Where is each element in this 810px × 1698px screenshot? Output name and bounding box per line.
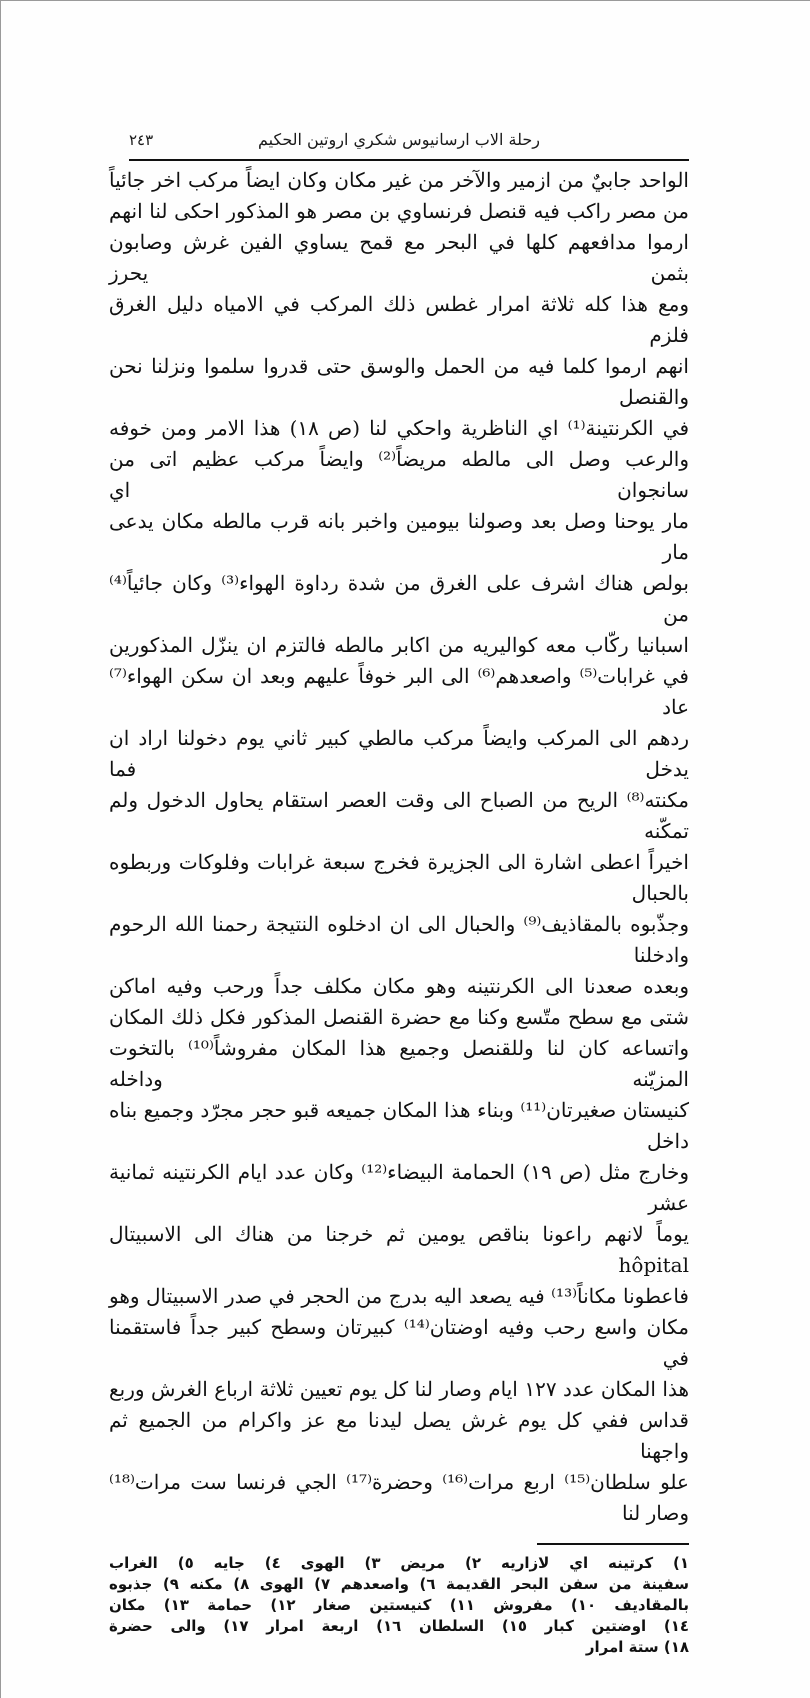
footnote-line: ١) كرتينه اي لازاريه ٢) مريض ٣) الهوى ٤) جايه ٥) الغراب <box>109 1554 689 1572</box>
text-line: بولص هناك اشرف على الغرق من شدة رداوة الهواء⁽³⁾ وكان جائياً⁽⁴⁾ من <box>109 571 689 626</box>
text-line: شتى مع سطح متّسع وكنا مع حضرة القنصل المذكور فكل ذلك المكان <box>109 1005 689 1029</box>
footnote-line: سفينة من سفن البحر القديمة ٦) واصعدهم ٧) الهوى ٨) مكنه ٩) جذبوه <box>109 1575 689 1593</box>
text-line: هذا المكان عدد ١٢٧ ايام وصار لنا كل يوم تعيين ثلاثة ارباع الغرش وربع <box>109 1377 689 1401</box>
text-line: مار يوحنا وصل بعد وصولنا بيومين واخبر بانه قرب مالطه مكان يدعى مار <box>109 509 689 564</box>
text-line: واتساعه كان لنا وللقنصل وجميع هذا المكان مفروشاً⁽¹⁰⁾ بالتخوت المزيّنه وداخله <box>109 1036 689 1091</box>
scanned-page <box>109 1 689 1698</box>
text-line: في غرابات⁽⁵⁾ واصعدهم⁽⁶⁾ الى البر خوفاً عليهم وبعد ان سكن الهواء⁽⁷⁾ عاد <box>109 664 689 719</box>
text-line: ارموا مدافعهم كلها في البحر مع قمح يساوي الفين غرش وصابون بثمن يحرز <box>109 230 689 285</box>
text-line: وبعده صعدنا الى الكرنتينه وهو مكان مكلف جداً ورحب وفيه اماكن <box>109 974 689 998</box>
running-header <box>109 125 689 155</box>
page-number: ٢٤٣ <box>129 131 154 149</box>
text-line: كنيستان صغيرتان⁽¹¹⁾ وبناء هذا المكان جميعه قبو حجر مجرّد وجميع بناه داخل <box>109 1098 689 1153</box>
text-line: من مصر راكب فيه قنصل فرنساوي بن مصر هو المذكور احكى لنا انهم <box>109 199 689 223</box>
footnote-line: ١٨) ستة امرار <box>585 1638 689 1656</box>
text-line: انهم ارموا كلما فيه من الحمل والوسق حتى قدروا سلموا ونزلنا نحن والقنصل <box>109 354 689 409</box>
text-line: مكنته⁽⁸⁾ الريح من الصباح الى وقت العصر استقام يحاول الدخول ولم تمكّنه <box>109 788 689 843</box>
text-line: ومع هذا كله ثلاثة امرار غطس ذلك المركب في الامياه دليل الغرق فلزم <box>109 292 689 347</box>
text-line: علو سلطان⁽¹⁵⁾ اربع مرات⁽¹⁶⁾ وحضرة⁽¹⁷⁾ الجي فرنسا ست مرات⁽¹⁸⁾ وصار لنا <box>109 1470 689 1525</box>
footnote-line: بالمقاديف ١٠) مفروش ١١) كنيستين صغار ١٢) حمامة ١٣) مكان <box>109 1596 689 1614</box>
text-line: والرعب وصل الى مالطه مريضاً⁽²⁾ وايضاً مركب عظيم اتى من سانجوان اي <box>109 447 689 502</box>
text-line: اسبانيا ركّاب معه كواليريه من اكابر مالطه فالتزم ان ينزّل المذكورين <box>109 633 689 657</box>
header-divider <box>129 159 689 161</box>
text-line: قداس ففي كل يوم غرش يصل ليدنا مع عز واكرام من الجميع ثم واجهنا <box>109 1408 689 1463</box>
footnote-line: ١٤) اوضتين كبار ١٥) السلطان ١٦) اربعة امرار ١٧) والى حضرة <box>109 1617 690 1635</box>
text-line: ردهم الى المركب وايضاً مركب مالطي كبير ثاني يوم دخولنا اراد ان يدخل فما <box>109 726 689 781</box>
text-line: يوماً لانهم راعونا بناقص يومين ثم خرجنا من هناك الى الاسبيتال hôpital <box>109 1222 689 1277</box>
text-line: وخارج مثل (ص ١٩) الحمامة البيضاء⁽¹²⁾ وكان عدد ايام الكرنتينه ثمانية عشر <box>109 1160 689 1215</box>
text-line: مكان واسع رحب وفيه اوضتان⁽¹⁴⁾ كبيرتان وسطح كبير جداً فاستقمنا في <box>109 1315 689 1370</box>
text-line: وجذّبوه بالمقاذيف⁽⁹⁾ والحبال الى ان ادخلوه النتيجة رحمنا الله الرحوم وادخلنا <box>109 912 689 967</box>
text-line: فاعطونا مكاناً⁽¹³⁾ فيه يصعد اليه بدرج من الحجر في صدر الاسبيتال وهو <box>109 1284 689 1308</box>
book-title: رحلة الاب ارسانيوس شكري اروتين الحكيم <box>258 130 540 149</box>
footnote-divider <box>537 1543 689 1545</box>
footnotes <box>109 1553 689 1658</box>
text-line: في الكرنتينة⁽¹⁾ اي الناظرية واحكي لنا (ص ١٨) هذا الامر ومن خوفه <box>109 416 689 440</box>
text-line: اخيراً اعطى اشارة الى الجزيرة فخرج سبعة غرابات وفلوكات وربطوه بالحبال <box>109 850 689 905</box>
text-line: الواحد جابيٌ من ازمير والآخر من غير مكان وكان ايضاً مركب اخر جائياً <box>109 168 689 192</box>
body-text <box>109 165 689 1529</box>
